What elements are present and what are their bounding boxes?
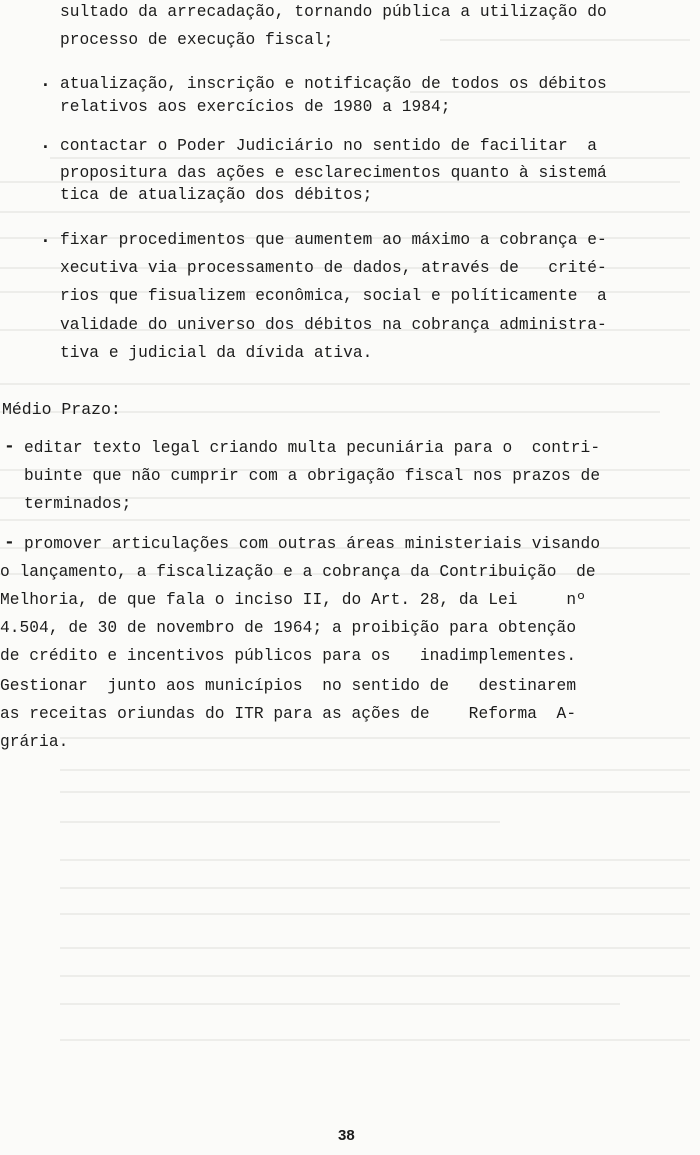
text-line: processo de execução fiscal; [60, 31, 334, 49]
text-line: editar texto legal criando multa pecuniária para o contri- [24, 439, 601, 457]
bullet-marker: . [40, 134, 51, 154]
text-line: o lançamento, a fiscalização e a cobrança da Contribuição de [0, 563, 596, 581]
text-line: tica de atualização dos débitos; [60, 186, 373, 204]
text-line: propositura das ações e esclarecimentos quanto à sistemá [60, 164, 607, 182]
bullet-marker: . [40, 72, 51, 92]
text-line: de crédito e incentivos públicos para os inadimplementes. [0, 647, 577, 665]
text-line: terminados; [24, 495, 132, 513]
text-line: buinte que não cumprir com a obrigação fiscal nos prazos de [24, 467, 601, 485]
text-line: rios que fisualizem econômica, social e políticamente a [60, 287, 607, 305]
text-line: xecutiva via processamento de dados, através de crité- [60, 259, 607, 277]
text-line: atualização, inscrição e notificação de todos os débitos [60, 75, 607, 93]
text-line: 4.504, de 30 de novembro de 1964; a proibição para obtenção [0, 619, 577, 637]
bullet-marker: . [40, 228, 51, 248]
dash-marker: - [4, 533, 15, 553]
text-line: sultado da arrecadação, tornando pública a utilização do [60, 3, 607, 21]
text-line: contactar o Poder Judiciário no sentido de facilitar a [60, 137, 598, 155]
section-heading: Médio Prazo: [2, 400, 121, 419]
page-number: 38 [338, 1127, 355, 1144]
dash-marker: - [4, 437, 15, 457]
text-line: tiva e judicial da dívida ativa. [60, 344, 373, 362]
text-line: Gestionar junto aos municípios no sentido de destinarem [0, 677, 577, 695]
text-line: validade do universo dos débitos na cobrança administra- [60, 316, 607, 334]
text-line: promover articulações com outras áreas ministeriais visando [24, 535, 601, 553]
text-line: grária. [0, 733, 69, 751]
text-line: as receitas oriundas do ITR para as ações de Reforma A- [0, 705, 577, 723]
text-line: fixar procedimentos que aumentem ao máximo a cobrança e- [60, 231, 607, 249]
text-line: Melhoria, de que fala o inciso II, do Art. 28, da Lei nº [0, 591, 586, 609]
text-line: relativos aos exercícios de 1980 a 1984; [60, 98, 451, 116]
